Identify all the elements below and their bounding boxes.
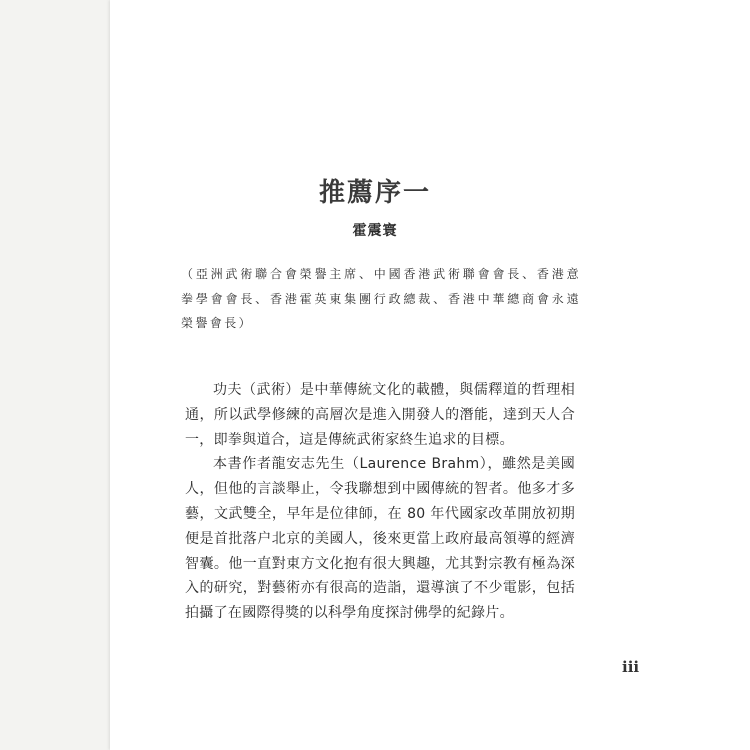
author-affiliation: （亞洲武術聯合會榮譽主席、中國香港武術聯會會長、香港意拳學會會長、香港霍英東集團行政總裁、香港中華總商會永遠榮譽會長） — [181, 267, 581, 330]
paragraph: 功夫（武術）是中華傳統文化的載體，與儒釋道的哲理相通，所以武學修練的高層次是進入開發人的潛能，達到天人合一，即拳與道合，這是傳統武術家終生追求的目標。 — [185, 382, 575, 448]
author-name: 霍震寰 — [352, 223, 398, 239]
page-number: iii — [622, 658, 640, 676]
book-page — [110, 0, 750, 750]
paragraph: 本書作者龍安志先生（Laurence Brahm），雖然是美國人，但他的言談舉止，令我聯想到中國傳統的智者。他多才多藝，文武雙全，早年是位律師，在 80 年代國家改革開放初期便是首批落户北京的美國人，後來更當上政府最高領導的經濟智囊。他一直對東方文化抱有很大興趣，尤其對宗教有極為深入的研究，對藝術亦有很高的造詣，還導演了不少電影，包括拍攝了在國際得獎的以科學角度探討佛學的紀錄片。 — [185, 456, 575, 622]
body-text — [185, 378, 575, 626]
page-title: 推薦序一 — [318, 178, 431, 208]
